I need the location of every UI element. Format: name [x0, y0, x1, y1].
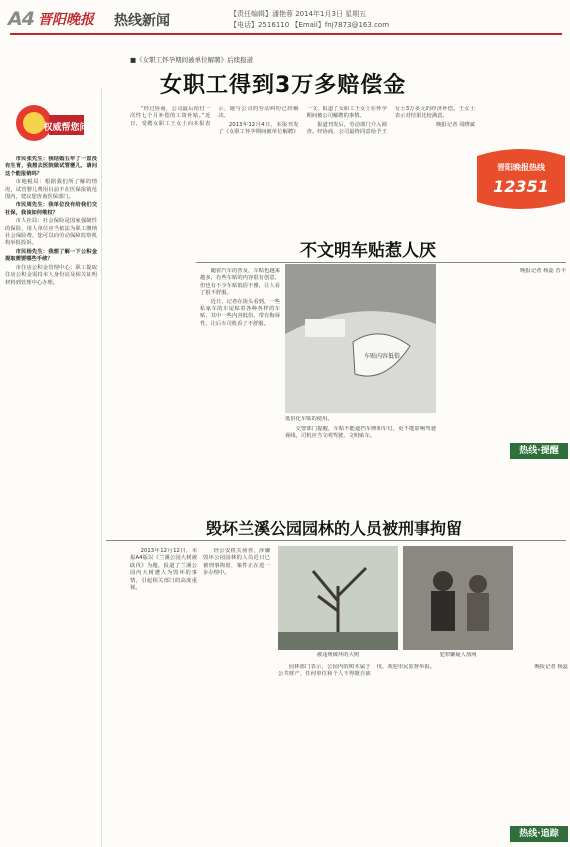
car-sticker-photo: [285, 264, 436, 413]
qa-column: [5, 156, 97, 842]
main-headline: 女职工得到3万多赔偿金: [160, 73, 407, 98]
story3-byline: 晚报记者 杨蕊: [534, 664, 568, 670]
editor-line: 【责任编辑】潘艳蓉 2014年1月3日 星期五: [230, 10, 367, 18]
header-rule: [10, 33, 562, 35]
main-paragraph: “经过协商，公司最后给付一次性七个月补偿的工资补贴。”近日，受聘女职工王女士向本报表示，她与公司的劳动纠纷已经解决。: [130, 106, 299, 127]
column-logo: [14, 95, 92, 150]
main-kicker: ■《女职工怀孕期间被单位解聘》后续报道: [130, 56, 254, 64]
main-paragraph: 报道刊发后，劳动部门介入调查。经协商，公司最终同意给予王女士3万多元的经济补偿。王女士表示对结果比较满意。: [306, 106, 475, 136]
story2-paragraph: 交警部门提醒，车贴不能遮挡车牌和车灯，更不能影响驾驶视线，司机应当文明驾驶，文明贴车。: [285, 426, 436, 440]
paper-logo: 晋阳晚报: [38, 12, 94, 28]
sticker-text: 车贴内容低俗: [363, 353, 401, 360]
main-paragraph: 2013年12月4日，本报刊发了《女职工怀孕期间被单位解聘》一文，报道了女职工王女士在怀孕期间被公司解聘的事情。: [218, 106, 387, 136]
photo1-caption: 低俗化车贴的使用。: [285, 416, 333, 422]
story2-paragraph: 近日，记者在街头看到，一些私家车的车尾贴着各种各样的车贴，其中一些内容低俗、带有侮辱性，让后车司机看了不舒服。: [200, 298, 280, 327]
question-2: 市民周先生：我单位没有给我们交社保，我该如何维权？: [5, 202, 97, 216]
section-title: 热线新闻: [114, 13, 170, 29]
tag-reminder: 热线·提醒: [510, 443, 568, 459]
story3-headline: 毁坏兰溪公园园林的人员被刑事拘留: [206, 519, 463, 538]
contact-line: 【电话】2516110 【Email】fnj7873@163.com: [230, 21, 390, 29]
hotline-badge: [477, 146, 565, 212]
hotline-number: 12351: [493, 177, 549, 196]
story2-headline: 不文明车贴惹人厌: [300, 241, 436, 261]
story3-paragraph: 2013年12月12日，本报A4版以《兰溪公园大树被砍伐》为题，报道了兰溪公园内大树遭人为毁坏的事情，引起相关部门的高度重视。: [130, 548, 197, 592]
answer-2: 市人社局：社会保险是国家强制性的保险，用人单位应当依法为职工缴纳社会保险费，您可以向劳动保障监察机构举报投诉。: [5, 218, 97, 247]
story2-body-left: [200, 268, 280, 508]
story2-byline: 晚报记者 杨蕊 晋丰: [520, 268, 566, 274]
story2-rule: [196, 262, 566, 263]
story3-paragraph: 园林部门表示，公园内的树木属于公共财产，任何单位和个人不得擅自砍伐，欢迎市民监督举报。: [278, 664, 435, 678]
photo2-caption: 被违规破坏的大树: [316, 652, 360, 658]
arrest-photo: [403, 546, 513, 650]
answer-3: 市住房公积金管理中心：职工提取住房公积金需持本人身份证及相关证明材料到管理中心办理。: [5, 264, 97, 286]
story3-rule: [106, 540, 566, 541]
answer-1: 市地税局：根据我们所了解的情况，试管婴儿费用目前不在医保报销范围内，建议您咨询医保部门。: [5, 179, 97, 201]
question-1: 市民张先生：我结婚五年了一直没有生育，我想去医院做试管婴儿，请问这个能报销吗？: [5, 156, 97, 177]
question-3: 市民杨先生：我想了解一下公积金提取需要哪些手续？: [5, 248, 97, 263]
story3-paragraph: 经公安机关侦查，涉嫌毁坏公园园林的人员近日已被刑事拘留，案件正在进一步办理中。: [203, 548, 270, 577]
hotline-note: [477, 216, 565, 230]
column-logo-text: 权威帮您问: [43, 123, 89, 133]
story3-body-left: [130, 548, 270, 838]
story3-body-right: [278, 664, 568, 824]
page-number: A4: [8, 8, 34, 30]
hotline-label: 晋阳晚报热线: [497, 163, 545, 172]
story2-paragraph: 随着汽车的普及，车贴也越来越多，有些车贴的内容很有创意，但也有不少车贴低俗不雅，让人看了很不舒服。: [200, 268, 280, 297]
main-body: [130, 106, 475, 226]
story2-body-right: [442, 268, 566, 438]
tag-follow-up: 热线·追踪: [510, 826, 568, 842]
story2-body-mid: [285, 426, 436, 506]
photo3-caption: 犯罪嫌疑人落网: [439, 652, 477, 658]
tree-photo: [278, 546, 398, 650]
main-byline: 晚报记者 周晓斌: [436, 121, 475, 128]
page-header: [0, 0, 570, 42]
